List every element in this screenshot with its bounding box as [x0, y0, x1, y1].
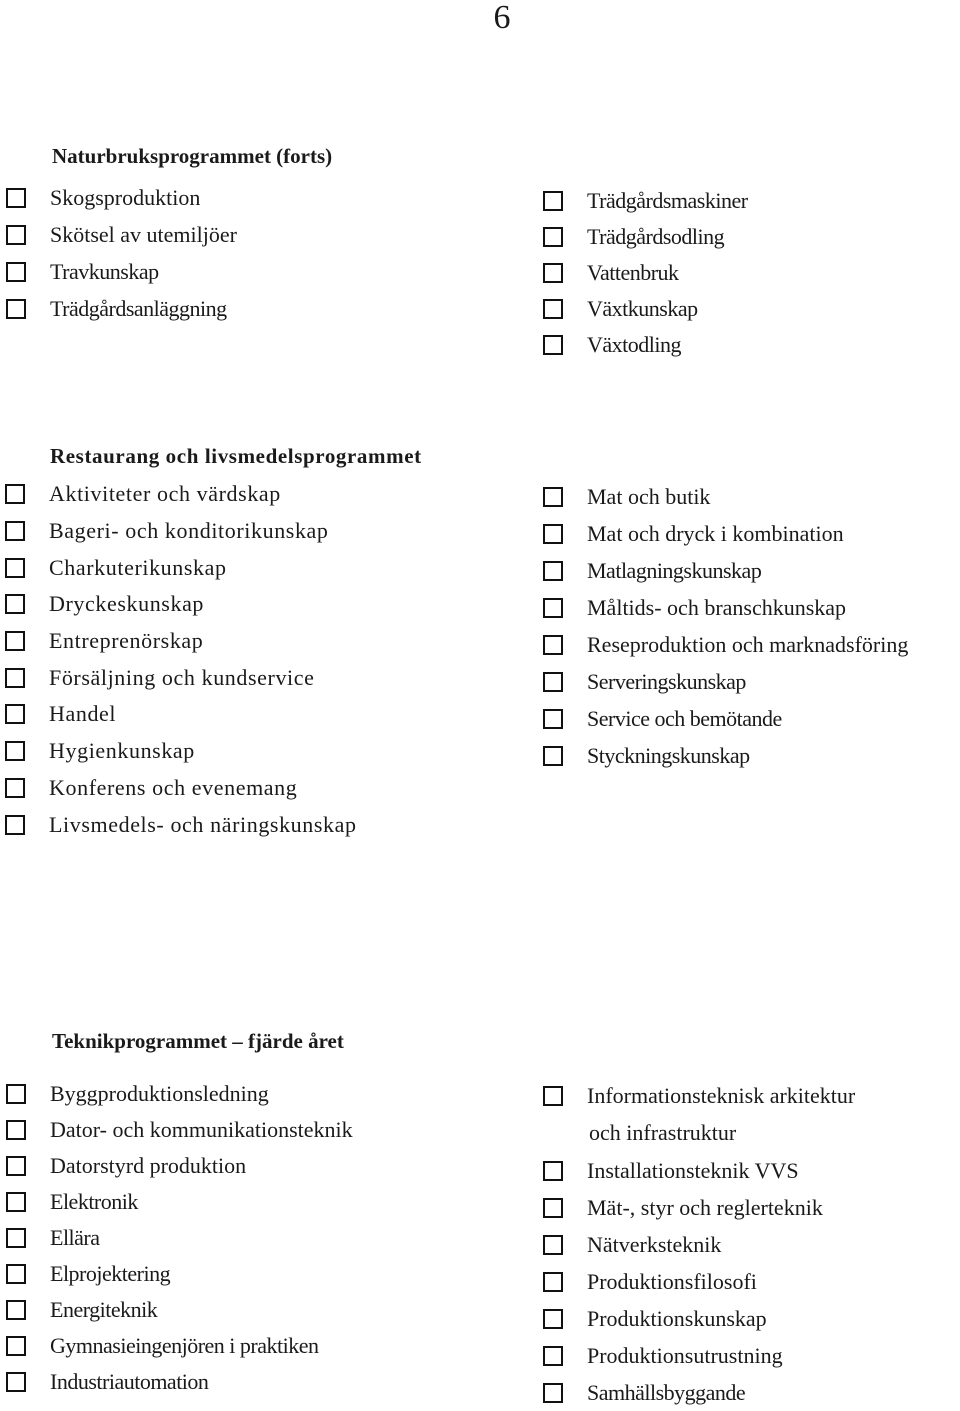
checkbox-icon[interactable]: [543, 1198, 563, 1218]
checkbox-item[interactable]: Informationsteknisk arkitektur: [543, 1078, 855, 1114]
checkbox-icon[interactable]: [543, 1346, 563, 1366]
checkbox-item[interactable]: Gymnasieingenjören i praktiken: [6, 1328, 353, 1364]
checkbox-item[interactable]: Energiteknik: [6, 1292, 353, 1328]
checkbox-icon[interactable]: [6, 1228, 26, 1248]
checkbox-icon[interactable]: [543, 263, 563, 283]
checkbox-icon[interactable]: [6, 262, 26, 282]
checkbox-item[interactable]: Trädgårdsmaskiner: [543, 183, 748, 219]
checkbox-item[interactable]: Måltids- och branschkunskap: [543, 589, 908, 626]
naturbruk-right-column: [543, 183, 748, 363]
checkbox-item[interactable]: Bageri- och konditorikunskap: [5, 513, 357, 550]
teknik-left-column: [6, 1076, 353, 1400]
checkbox-icon[interactable]: [6, 1300, 26, 1320]
checkbox-icon[interactable]: [6, 188, 26, 208]
checkbox-item[interactable]: Produktionsutrustning: [543, 1337, 855, 1374]
checkbox-icon[interactable]: [6, 1156, 26, 1176]
checkbox-icon[interactable]: [5, 704, 25, 724]
checkbox-icon[interactable]: [6, 299, 26, 319]
checkbox-icon[interactable]: [543, 709, 563, 729]
checkbox-item[interactable]: Service och bemötande: [543, 700, 908, 737]
checkbox-icon[interactable]: [5, 484, 25, 504]
checkbox-item[interactable]: Vattenbruk: [543, 255, 748, 291]
checkbox-icon[interactable]: [543, 487, 563, 507]
checkbox-item[interactable]: Mat och dryck i kombination: [543, 515, 908, 552]
checkbox-item[interactable]: Mät-, styr och reglerteknik: [543, 1189, 855, 1226]
checkbox-item[interactable]: Livsmedels- och näringskunskap: [5, 806, 357, 843]
checkbox-icon[interactable]: [5, 521, 25, 541]
checkbox-item[interactable]: Aktiviteter och värdskap: [5, 476, 357, 513]
checkbox-item[interactable]: Entreprenörskap: [5, 623, 357, 660]
checkbox-item[interactable]: Byggproduktionsledning: [6, 1076, 353, 1112]
checkbox-item[interactable]: Handel: [5, 696, 357, 733]
checkbox-icon[interactable]: [543, 1235, 563, 1255]
checkbox-item[interactable]: Skötsel av utemiljöer: [6, 216, 237, 253]
checkbox-icon[interactable]: [6, 1120, 26, 1140]
checkbox-icon[interactable]: [6, 1264, 26, 1284]
checkbox-item[interactable]: Elprojektering: [6, 1256, 353, 1292]
checkbox-icon[interactable]: [543, 1309, 563, 1329]
checkbox-item[interactable]: Datorstyrd produktion: [6, 1148, 353, 1184]
checkbox-icon[interactable]: [543, 672, 563, 692]
checkbox-item[interactable]: Matlagningskunskap: [543, 552, 908, 589]
restaurang-left-column: [5, 476, 357, 843]
checkbox-item[interactable]: Produktionskunskap: [543, 1300, 855, 1337]
checkbox-item[interactable]: Skogsproduktion: [6, 179, 237, 216]
checkbox-item[interactable]: Försäljning och kundservice: [5, 659, 357, 696]
teknik-right-column: [543, 1078, 855, 1411]
checkbox-icon[interactable]: [543, 191, 563, 211]
checkbox-icon[interactable]: [543, 635, 563, 655]
checkbox-item[interactable]: Växtodling: [543, 327, 748, 363]
section-title-restaurang: Restaurang och livsmedelsprogrammet: [50, 444, 422, 468]
restaurang-right-column: [543, 478, 908, 774]
checkbox-item[interactable]: Styckningskunskap: [543, 737, 908, 774]
checkbox-item[interactable]: Nätverksteknik: [543, 1226, 855, 1263]
checkbox-icon[interactable]: [5, 778, 25, 798]
checkbox-icon[interactable]: [543, 1383, 563, 1403]
checkbox-item[interactable]: Växtkunskap: [543, 291, 748, 327]
checkbox-icon[interactable]: [6, 1336, 26, 1356]
checkbox-item[interactable]: Travkunskap: [6, 253, 237, 290]
section-title-naturbruk: Naturbruksprogrammet (forts): [52, 144, 333, 168]
checkbox-icon[interactable]: [543, 299, 563, 319]
checkbox-icon[interactable]: [543, 746, 563, 766]
checkbox-item[interactable]: Trädgårdsodling: [543, 219, 748, 255]
checkbox-icon[interactable]: [543, 1272, 563, 1292]
checkbox-item[interactable]: Elektronik: [6, 1184, 353, 1220]
checkbox-item[interactable]: Dryckeskunskap: [5, 586, 357, 623]
checkbox-item[interactable]: Hygienkunskap: [5, 733, 357, 770]
checkbox-item[interactable]: Konferens och evenemang: [5, 770, 357, 807]
section-title-teknik: Teknikprogrammet – fjärde året: [52, 1029, 344, 1053]
checkbox-item[interactable]: Mat och butik: [543, 478, 908, 515]
checkbox-icon[interactable]: [5, 741, 25, 761]
checkbox-item[interactable]: Dator- och kommunikationsteknik: [6, 1112, 353, 1148]
checkbox-item[interactable]: Serveringskunskap: [543, 663, 908, 700]
checkbox-icon[interactable]: [5, 668, 25, 688]
checkbox-icon[interactable]: [543, 1086, 563, 1106]
checkbox-icon[interactable]: [6, 1084, 26, 1104]
checkbox-item[interactable]: Industriautomation: [6, 1364, 353, 1400]
checkbox-icon[interactable]: [5, 815, 25, 835]
checkbox-item[interactable]: Reseproduktion och marknadsföring: [543, 626, 908, 663]
checkbox-icon[interactable]: [543, 598, 563, 618]
checkbox-icon[interactable]: [5, 558, 25, 578]
page-number: 6: [493, 0, 511, 36]
checkbox-icon[interactable]: [543, 561, 563, 581]
checkbox-icon[interactable]: [6, 225, 26, 245]
checkbox-item[interactable]: Trädgårdsanläggning: [6, 290, 237, 327]
checkbox-item[interactable]: Ellära: [6, 1220, 353, 1256]
checkbox-icon[interactable]: [543, 335, 563, 355]
checkbox-icon[interactable]: [5, 594, 25, 614]
checkbox-icon[interactable]: [5, 631, 25, 651]
checkbox-icon[interactable]: [6, 1372, 26, 1392]
checkbox-item[interactable]: Samhällsbyggande: [543, 1374, 855, 1411]
checkbox-icon[interactable]: [6, 1192, 26, 1212]
checkbox-icon[interactable]: [543, 227, 563, 247]
naturbruk-left-column: [6, 179, 237, 327]
checkbox-icon[interactable]: [543, 1161, 563, 1181]
item-continuation-text: och infrastruktur: [589, 1120, 737, 1145]
checkbox-item[interactable]: Installationsteknik VVS: [543, 1152, 855, 1189]
checkbox-item[interactable]: Produktionsfilosofi: [543, 1263, 855, 1300]
checkbox-item[interactable]: Charkuterikunskap: [5, 549, 357, 586]
checkbox-icon[interactable]: [543, 524, 563, 544]
